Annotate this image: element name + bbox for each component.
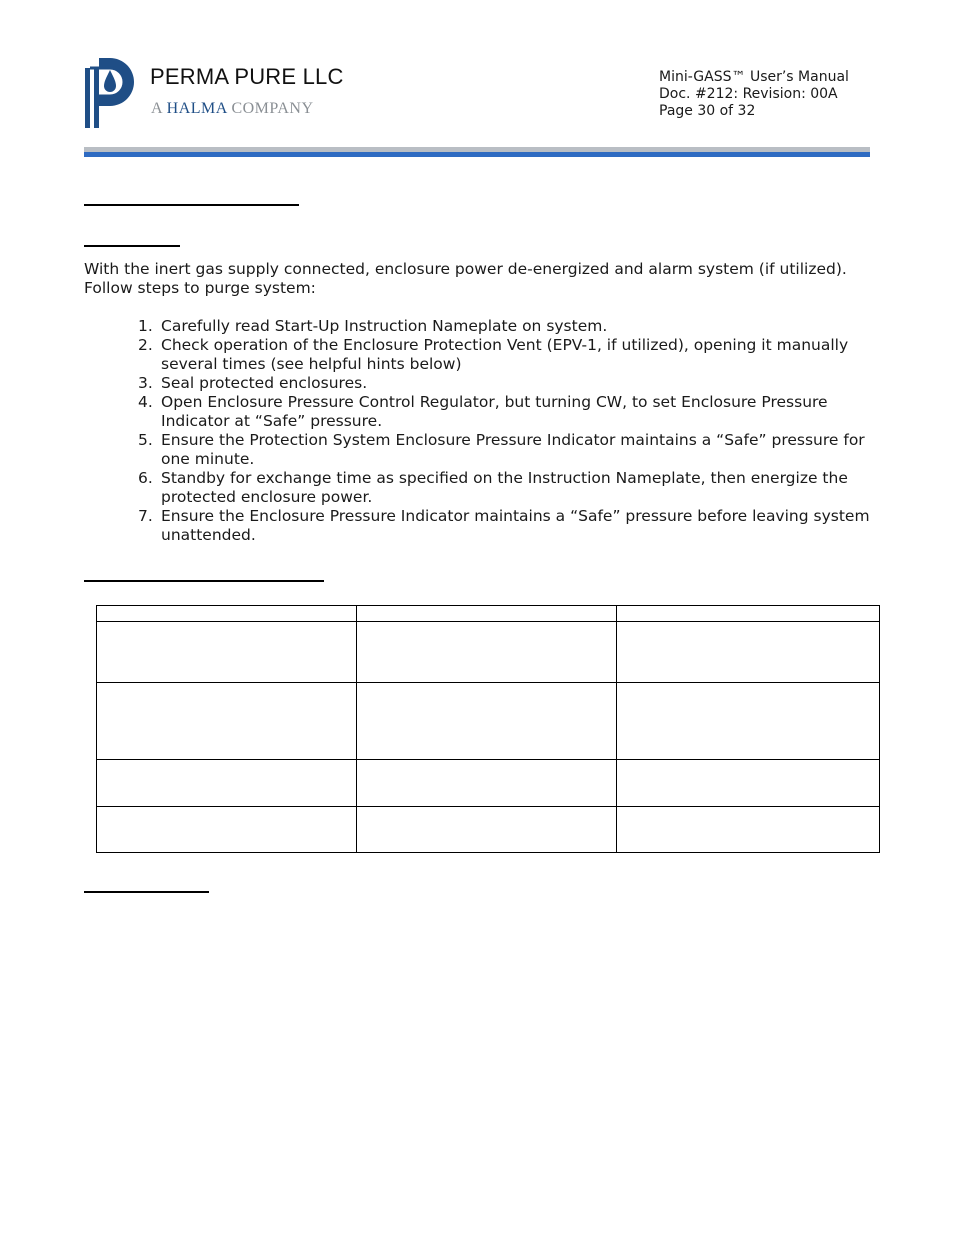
intro-paragraph [84,260,874,298]
table-cell [357,807,617,853]
table-row [97,760,880,807]
step-item [138,431,878,469]
step-text: Ensure the Protection System Enclosure Pressure Indicator maintains a “Safe” pressure for one minute. [161,431,865,468]
subsection-heading-underline [84,245,180,247]
table-cell [357,622,617,683]
table-cell [617,622,880,683]
table-header-cell [97,606,357,622]
step-item [138,507,878,545]
table-cell [97,807,357,853]
company-sub-halma: HALMA [166,100,227,117]
step-number: 6. [138,469,153,487]
purge-steps-list [138,317,878,545]
table-row [97,807,880,853]
table-header-cell [357,606,617,622]
step-text: Carefully read Start-Up Instruction Nameplate on system. [161,317,608,335]
table-cell [97,622,357,683]
step-item [138,374,878,393]
step-text: Ensure the Enclosure Pressure Indicator maintains a “Safe” pressure before leaving system unattended. [161,507,870,544]
table-header-cell [617,606,880,622]
perma-pure-logo-icon [84,56,136,128]
troubleshooting-heading-underline [84,580,324,582]
table-header-row [97,606,880,622]
intro-line-1: With the inert gas supply connected, enclosure power de-energized and alarm system (if utilized). [84,260,847,278]
table-cell [357,683,617,760]
section-heading-underline [84,204,299,206]
company-sub-company: COMPANY [231,100,314,117]
header-rule-blue [84,152,870,157]
table-row [97,622,880,683]
table-cell [617,683,880,760]
step-number: 7. [138,507,153,525]
step-item [138,336,878,374]
company-subtitle [151,100,314,118]
step-number: 4. [138,393,153,411]
step-number: 3. [138,374,153,392]
step-item [138,317,878,336]
doc-title: Mini-GASS™ User’s Manual [659,69,849,85]
table-cell [357,760,617,807]
table-row [97,683,880,760]
step-number: 1. [138,317,153,335]
step-item [138,469,878,507]
page-info: Page 30 of 32 [659,103,756,119]
table-cell [97,683,357,760]
table-cell [617,807,880,853]
document-info [659,69,849,120]
step-item [138,393,878,431]
doc-number: Doc. #212: Revision: 00A [659,86,838,102]
table-cell [97,760,357,807]
troubleshooting-table [96,605,880,853]
step-text: Check operation of the Enclosure Protection Vent (EPV-1, if utilized), opening it manually several times (see helpful hints below) [161,336,849,373]
intro-line-2: Follow steps to purge system: [84,279,316,297]
step-number: 5. [138,431,153,449]
hints-heading-underline [84,891,209,893]
step-text: Open Enclosure Pressure Control Regulator, but turning CW, to set Enclosure Pressure Indicator at “Safe” pressure. [161,393,828,430]
company-sub-a: A [151,100,163,117]
table-cell [617,760,880,807]
company-name: PERMA PURE LLC [150,64,344,89]
step-text: Seal protected enclosures. [161,374,368,392]
step-text: Standby for exchange time as specified on the Instruction Nameplate, then energize the protected enclosure power. [161,469,848,506]
step-number: 2. [138,336,153,354]
